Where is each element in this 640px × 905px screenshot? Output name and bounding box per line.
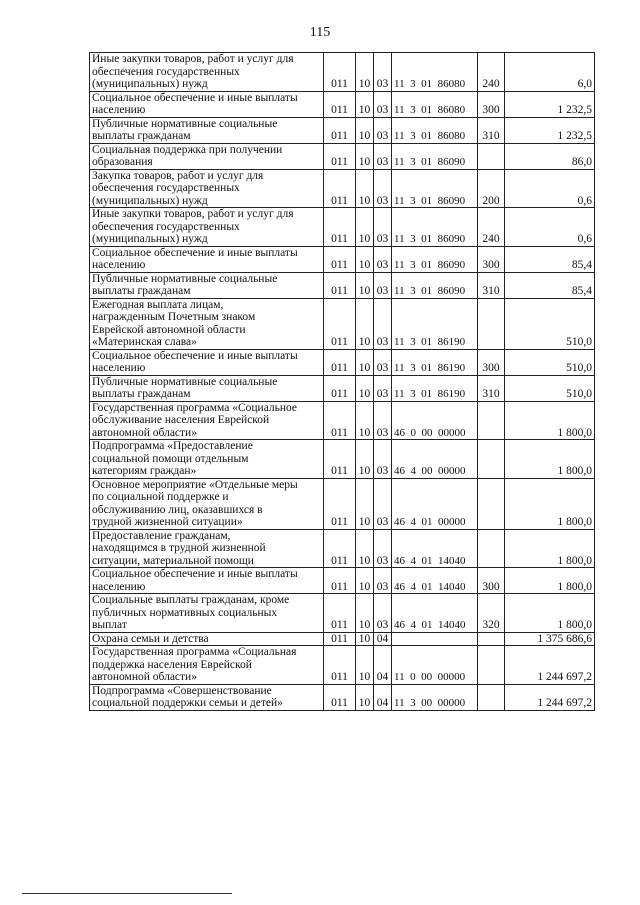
target-article-cell: 46 4 00 00000	[392, 440, 478, 479]
row-name-cell: Публичные нормативные социальные выплаты гражданам	[90, 272, 324, 298]
amount-cell: 85,4	[505, 246, 595, 272]
target-article-cell: 11 3 01 86080	[392, 53, 478, 92]
subsection-code-cell: 03	[374, 440, 392, 479]
amount-cell: 510,0	[505, 375, 595, 401]
table-row	[90, 272, 595, 298]
subsection-code-cell: 03	[374, 246, 392, 272]
expense-type-cell	[478, 143, 505, 169]
subsection-code-cell: 04	[374, 646, 392, 685]
amount-cell: 1 244 697,2	[505, 684, 595, 710]
expense-type-cell: 200	[478, 169, 505, 208]
ministry-code-cell: 011	[324, 143, 356, 169]
target-article-cell: 11 3 01 86090	[392, 143, 478, 169]
section-code-cell: 10	[356, 246, 374, 272]
expense-type-cell	[478, 440, 505, 479]
row-name-cell: Социальное обеспечение и иные выплаты населению	[90, 246, 324, 272]
section-code-cell: 10	[356, 632, 374, 646]
amount-cell: 0,6	[505, 208, 595, 247]
section-code-cell: 10	[356, 208, 374, 247]
section-code-cell: 10	[356, 143, 374, 169]
section-code-cell: 10	[356, 298, 374, 349]
ministry-code-cell: 011	[324, 529, 356, 568]
table-row	[90, 632, 595, 646]
row-name-cell: Ежегодная выплата лицам, награжденным Почетным знаком Еврейской автономной области «Материнская слава»	[90, 298, 324, 349]
section-code-cell: 10	[356, 646, 374, 685]
section-code-cell: 10	[356, 53, 374, 92]
row-name-cell: Социальная поддержка при получении образования	[90, 143, 324, 169]
table-row	[90, 684, 595, 710]
ministry-code-cell: 011	[324, 684, 356, 710]
row-name-cell: Подпрограмма «Совершенствование социальной поддержки семьи и детей»	[90, 684, 324, 710]
subsection-code-cell: 03	[374, 53, 392, 92]
row-name-cell: Социальные выплаты гражданам, кроме публичных нормативных социальных выплат	[90, 594, 324, 633]
target-article-cell: 11 3 01 86090	[392, 208, 478, 247]
amount-cell: 1 244 697,2	[505, 646, 595, 685]
table-row	[90, 298, 595, 349]
target-article-cell: 11 3 01 86090	[392, 169, 478, 208]
row-name-cell: Государственная программа «Социальная поддержка населения Еврейской автономной области»	[90, 646, 324, 685]
row-name-cell: Социальное обеспечение и иные выплаты населению	[90, 568, 324, 594]
table-row	[90, 529, 595, 568]
table-row	[90, 478, 595, 529]
target-article-cell: 46 4 01 14040	[392, 529, 478, 568]
expense-type-cell: 300	[478, 91, 505, 117]
footer-rule	[22, 893, 232, 894]
target-article-cell: 11 3 01 86090	[392, 246, 478, 272]
ministry-code-cell: 011	[324, 646, 356, 685]
target-article-cell: 11 3 00 00000	[392, 684, 478, 710]
target-article-cell: 11 3 01 86190	[392, 375, 478, 401]
row-name-cell: Социальное обеспечение и иные выплаты населению	[90, 91, 324, 117]
subsection-code-cell: 03	[374, 117, 392, 143]
amount-cell: 1 375 686,6	[505, 632, 595, 646]
table-row	[90, 143, 595, 169]
row-name-cell: Подпрограмма «Предоставление социальной помощи отдельным категориям граждан»	[90, 440, 324, 479]
page-number: 115	[309, 25, 331, 40]
section-code-cell: 10	[356, 401, 374, 440]
budget-table-body	[90, 53, 595, 711]
section-code-cell: 10	[356, 91, 374, 117]
expense-type-cell	[478, 529, 505, 568]
ministry-code-cell: 011	[324, 375, 356, 401]
table-row	[90, 53, 595, 92]
subsection-code-cell: 03	[374, 272, 392, 298]
row-name-cell: Основное мероприятие «Отдельные меры по социальной поддержке и обслуживанию лиц, оказавшихся в трудной жизненной ситуации»	[90, 478, 324, 529]
ministry-code-cell: 011	[324, 169, 356, 208]
subsection-code-cell: 04	[374, 684, 392, 710]
subsection-code-cell: 04	[374, 632, 392, 646]
amount-cell: 1 800,0	[505, 594, 595, 633]
section-code-cell: 10	[356, 529, 374, 568]
section-code-cell: 10	[356, 684, 374, 710]
section-code-cell: 10	[356, 349, 374, 375]
ministry-code-cell: 011	[324, 401, 356, 440]
expense-type-cell	[478, 646, 505, 685]
amount-cell: 1 800,0	[505, 440, 595, 479]
amount-cell: 1 800,0	[505, 568, 595, 594]
target-article-cell: 11 3 01 86090	[392, 272, 478, 298]
table-row	[90, 568, 595, 594]
target-article-cell: 11 3 01 86080	[392, 91, 478, 117]
row-name-cell: Закупка товаров, работ и услуг для обеспечения государственных (муниципальных) нужд	[90, 169, 324, 208]
expense-type-cell: 240	[478, 53, 505, 92]
table-row	[90, 117, 595, 143]
table-row	[90, 169, 595, 208]
table-row	[90, 208, 595, 247]
row-name-cell: Социальное обеспечение и иные выплаты населению	[90, 349, 324, 375]
expense-type-cell	[478, 298, 505, 349]
subsection-code-cell: 03	[374, 208, 392, 247]
ministry-code-cell: 011	[324, 568, 356, 594]
table-row	[90, 646, 595, 685]
expense-type-cell	[478, 684, 505, 710]
expense-type-cell: 300	[478, 349, 505, 375]
target-article-cell: 46 4 01 14040	[392, 594, 478, 633]
section-code-cell: 10	[356, 594, 374, 633]
ministry-code-cell: 011	[324, 91, 356, 117]
subsection-code-cell: 03	[374, 143, 392, 169]
table-row	[90, 91, 595, 117]
target-article-cell: 46 4 01 00000	[392, 478, 478, 529]
target-article-cell: 46 0 00 00000	[392, 401, 478, 440]
amount-cell: 1 800,0	[505, 401, 595, 440]
expense-type-cell: 310	[478, 117, 505, 143]
section-code-cell: 10	[356, 117, 374, 143]
target-article-cell: 11 0 00 00000	[392, 646, 478, 685]
ministry-code-cell: 011	[324, 349, 356, 375]
ministry-code-cell: 011	[324, 246, 356, 272]
table-row	[90, 401, 595, 440]
target-article-cell: 11 3 01 86190	[392, 298, 478, 349]
ministry-code-cell: 011	[324, 594, 356, 633]
subsection-code-cell: 03	[374, 169, 392, 208]
section-code-cell: 10	[356, 478, 374, 529]
subsection-code-cell: 03	[374, 568, 392, 594]
row-name-cell: Иные закупки товаров, работ и услуг для обеспечения государственных (муниципальных) нужд	[90, 53, 324, 92]
amount-cell: 86,0	[505, 143, 595, 169]
expense-type-cell: 310	[478, 375, 505, 401]
ministry-code-cell: 011	[324, 478, 356, 529]
ministry-code-cell: 011	[324, 117, 356, 143]
amount-cell: 510,0	[505, 298, 595, 349]
amount-cell: 1 800,0	[505, 478, 595, 529]
amount-cell: 1 800,0	[505, 529, 595, 568]
table-row	[90, 246, 595, 272]
expense-type-cell: 300	[478, 568, 505, 594]
row-name-cell: Публичные нормативные социальные выплаты гражданам	[90, 375, 324, 401]
ministry-code-cell: 011	[324, 272, 356, 298]
subsection-code-cell: 03	[374, 349, 392, 375]
target-article-cell: 11 3 01 86190	[392, 349, 478, 375]
ministry-code-cell: 011	[324, 298, 356, 349]
expense-type-cell: 240	[478, 208, 505, 247]
amount-cell: 1 232,5	[505, 91, 595, 117]
row-name-cell: Предоставление гражданам, находящимся в трудной жизненной ситуации, материальной помощи	[90, 529, 324, 568]
section-code-cell: 10	[356, 568, 374, 594]
row-name-cell: Публичные нормативные социальные выплаты гражданам	[90, 117, 324, 143]
row-name-cell: Охрана семьи и детства	[90, 632, 324, 646]
expense-type-cell: 300	[478, 246, 505, 272]
table-row	[90, 594, 595, 633]
amount-cell: 6,0	[505, 53, 595, 92]
target-article-cell: 11 3 01 86080	[392, 117, 478, 143]
ministry-code-cell: 011	[324, 632, 356, 646]
section-code-cell: 10	[356, 169, 374, 208]
ministry-code-cell: 011	[324, 208, 356, 247]
table-row	[90, 440, 595, 479]
ministry-code-cell: 011	[324, 53, 356, 92]
subsection-code-cell: 03	[374, 91, 392, 117]
row-name-cell: Государственная программа «Социальное обслуживание населения Еврейской автономной области»	[90, 401, 324, 440]
table-row	[90, 375, 595, 401]
subsection-code-cell: 03	[374, 594, 392, 633]
target-article-cell: 46 4 01 14040	[392, 568, 478, 594]
subsection-code-cell: 03	[374, 478, 392, 529]
expense-type-cell	[478, 632, 505, 646]
amount-cell: 510,0	[505, 349, 595, 375]
row-name-cell: Иные закупки товаров, работ и услуг для обеспечения государственных (муниципальных) нужд	[90, 208, 324, 247]
section-code-cell: 10	[356, 375, 374, 401]
table-row	[90, 349, 595, 375]
expense-type-cell	[478, 401, 505, 440]
subsection-code-cell: 03	[374, 529, 392, 568]
expense-type-cell	[478, 478, 505, 529]
subsection-code-cell: 03	[374, 401, 392, 440]
amount-cell: 0,6	[505, 169, 595, 208]
expense-type-cell: 320	[478, 594, 505, 633]
subsection-code-cell: 03	[374, 298, 392, 349]
section-code-cell: 10	[356, 272, 374, 298]
amount-cell: 1 232,5	[505, 117, 595, 143]
target-article-cell	[392, 632, 478, 646]
budget-table	[89, 52, 595, 711]
ministry-code-cell: 011	[324, 440, 356, 479]
expense-type-cell: 310	[478, 272, 505, 298]
subsection-code-cell: 03	[374, 375, 392, 401]
amount-cell: 85,4	[505, 272, 595, 298]
section-code-cell: 10	[356, 440, 374, 479]
